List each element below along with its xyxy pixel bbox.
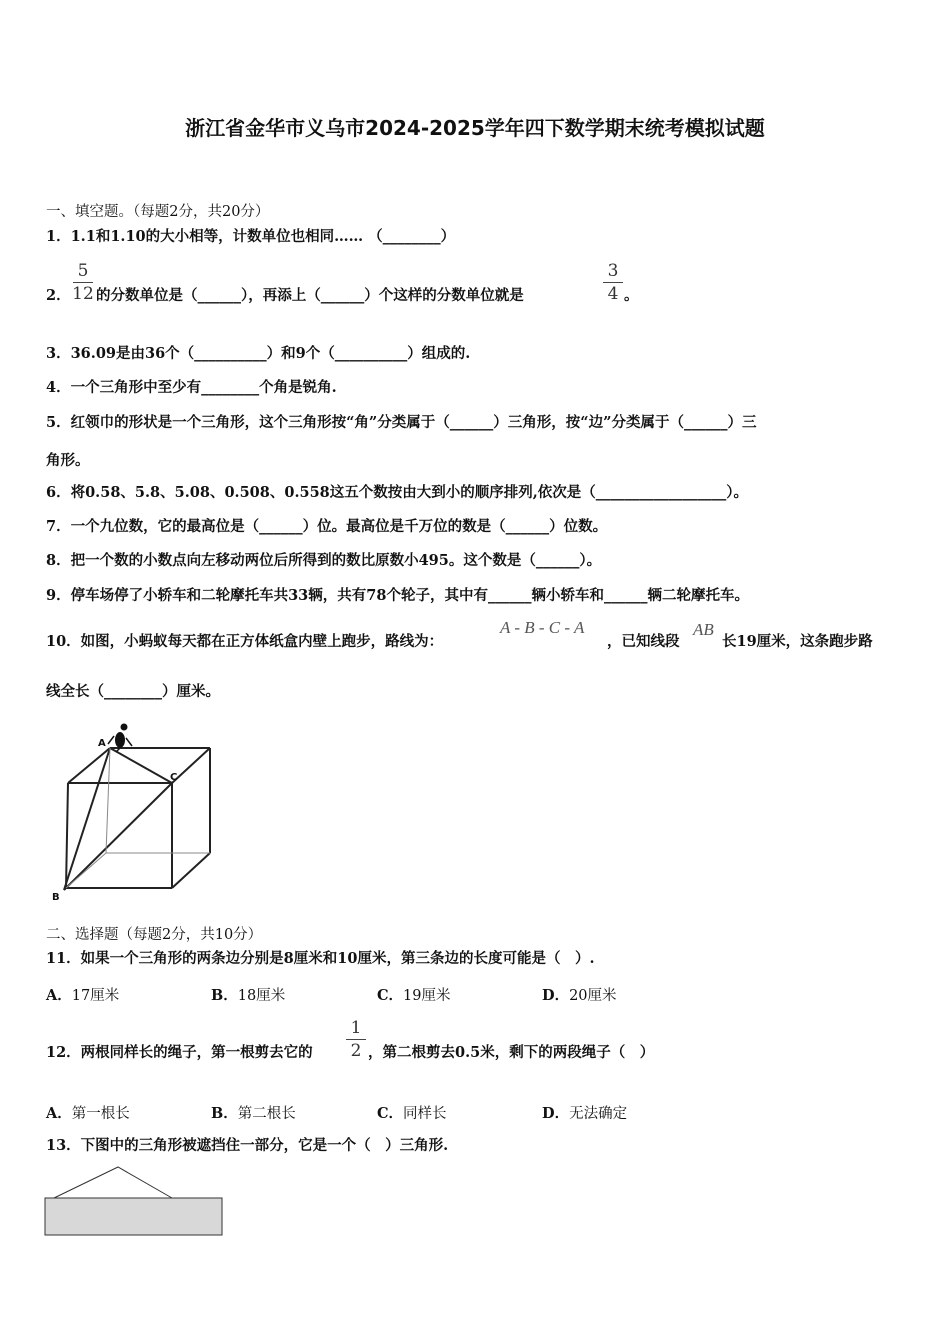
option-text: 同样长	[403, 1106, 447, 1122]
option-letter: A．	[46, 987, 72, 1004]
hidden-edge	[106, 748, 110, 853]
question-5-line-1: 5．红领巾的形状是一个三角形，这个三角形按“角”分类属于（______）三角形，按“边”分类属于（______）三	[46, 414, 757, 431]
q11-option-b[interactable]	[211, 984, 285, 1005]
cube-edge	[172, 853, 210, 888]
question-11: 11．如果一个三角形的两条边分别是8厘米和10厘米，第三条边的长度可能是（ ）.	[46, 950, 595, 967]
fraction-numerator: 5	[77, 261, 89, 281]
vertex-label-c: C	[170, 772, 178, 783]
option-text: 第一根长	[71, 1106, 130, 1122]
question-12-part-1: 12．两根同样长的绳子，第一根剪去它的	[46, 1044, 313, 1061]
question-9: 9．停车场停了小轿车和二轮摩托车共33辆，共有78个轮子，其中有______辆小轿车和______辆二轮摩托车。	[46, 587, 749, 604]
option-text: 18厘米	[237, 988, 286, 1004]
option-letter: B．	[211, 1105, 238, 1122]
segment-label: AB	[693, 620, 714, 639]
question-13: 13．下图中的三角形被遮挡住一部分，它是一个（ ）三角形.	[46, 1137, 449, 1154]
option-text: 19厘米	[403, 988, 451, 1004]
question-12-fraction	[345, 1019, 367, 1060]
option-letter: A．	[46, 1105, 72, 1122]
question-10-part-2: ，已知线段	[607, 633, 680, 650]
option-letter: C．	[377, 987, 404, 1004]
question-2-prefix: 2．	[46, 287, 71, 304]
route-segment	[64, 783, 172, 890]
section-2-heading: 二、选择题（每题2分，共10分）	[46, 927, 263, 943]
question-2-text: 的分数单位是（______），再添上（______）个这样的分数单位就是	[96, 287, 524, 304]
fraction-denominator: 12	[72, 284, 94, 304]
page-title: 浙江省金华市义乌市2024-2025学年四下数学期末统考模拟试题	[185, 116, 765, 140]
q12-option-a[interactable]	[46, 1102, 130, 1123]
option-letter: D．	[542, 987, 570, 1004]
vertex-label-b: B	[52, 892, 60, 903]
option-text: 20厘米	[569, 988, 617, 1004]
q12-option-d[interactable]	[542, 1102, 627, 1123]
question-7: 7．一个九位数，它的最高位是（______）位。最高位是千万位的数是（______）位数。	[46, 518, 608, 535]
option-letter: C．	[377, 1105, 404, 1122]
question-2-fraction-2	[602, 262, 624, 303]
vertex-label-a: A	[98, 738, 106, 749]
question-5-line-2: 角形。	[46, 452, 90, 469]
cube-edge	[66, 783, 68, 888]
q11-option-c[interactable]	[377, 984, 451, 1005]
question-4: 4．一个三角形中至少有________个角是锐角.	[46, 379, 337, 396]
cover-rectangle	[45, 1198, 222, 1235]
fraction-numerator: 3	[607, 261, 619, 281]
cube-edge	[172, 748, 210, 783]
question-10-part-3: 长19厘米，这条跑步路	[722, 633, 873, 650]
question-3: 3．36.09是由36个（__________）和9个（__________）组成的.	[46, 345, 471, 362]
question-12-part-2: ，第二根剪去0.5米，剩下的两段绳子（ ）	[368, 1044, 655, 1061]
q11-option-d[interactable]	[542, 984, 617, 1005]
option-letter: B．	[211, 987, 238, 1004]
q12-option-b[interactable]	[211, 1102, 296, 1123]
fraction-denominator: 4	[607, 284, 619, 304]
question-10-part-1: 10．如图，小蚂蚁每天都在正方体纸盒内壁上跑步，路线为：	[46, 633, 444, 650]
hidden-edge	[66, 853, 106, 888]
question-10-line-2: 线全长（________）厘米。	[46, 683, 220, 700]
question-8: 8．把一个数的小数点向左移动两位后所得到的数比原数小495。这个数是（______）。	[46, 552, 602, 569]
triangle-top-part	[54, 1167, 172, 1198]
route-segment	[110, 748, 172, 783]
question-1: 1．1.1和1.10的大小相等，计数单位也相同…… （________）	[46, 228, 456, 245]
route-segment	[64, 748, 110, 890]
option-letter: D．	[542, 1105, 570, 1122]
hidden-triangle-figure	[44, 1164, 226, 1240]
section-1-heading: 一、填空题。（每题2分，共20分）	[46, 204, 270, 220]
route-formula: A - B - C - A	[500, 618, 585, 637]
q12-option-c[interactable]	[377, 1102, 447, 1123]
question-6: 6．将0.58、5.8、5.08、0.508、0.558这五个数按由大到小的顺序排列,依次是（__________________）。	[46, 484, 749, 501]
cube-figure	[48, 718, 218, 904]
question-2-suffix: 。	[624, 287, 639, 304]
q11-option-a[interactable]	[46, 984, 119, 1005]
fraction-denominator: 2	[350, 1041, 362, 1061]
option-text: 第二根长	[237, 1106, 296, 1122]
option-text: 17厘米	[71, 988, 120, 1004]
fraction-numerator: 1	[350, 1018, 362, 1038]
question-2-fraction-1	[72, 262, 94, 303]
option-text: 无法确定	[569, 1106, 628, 1122]
